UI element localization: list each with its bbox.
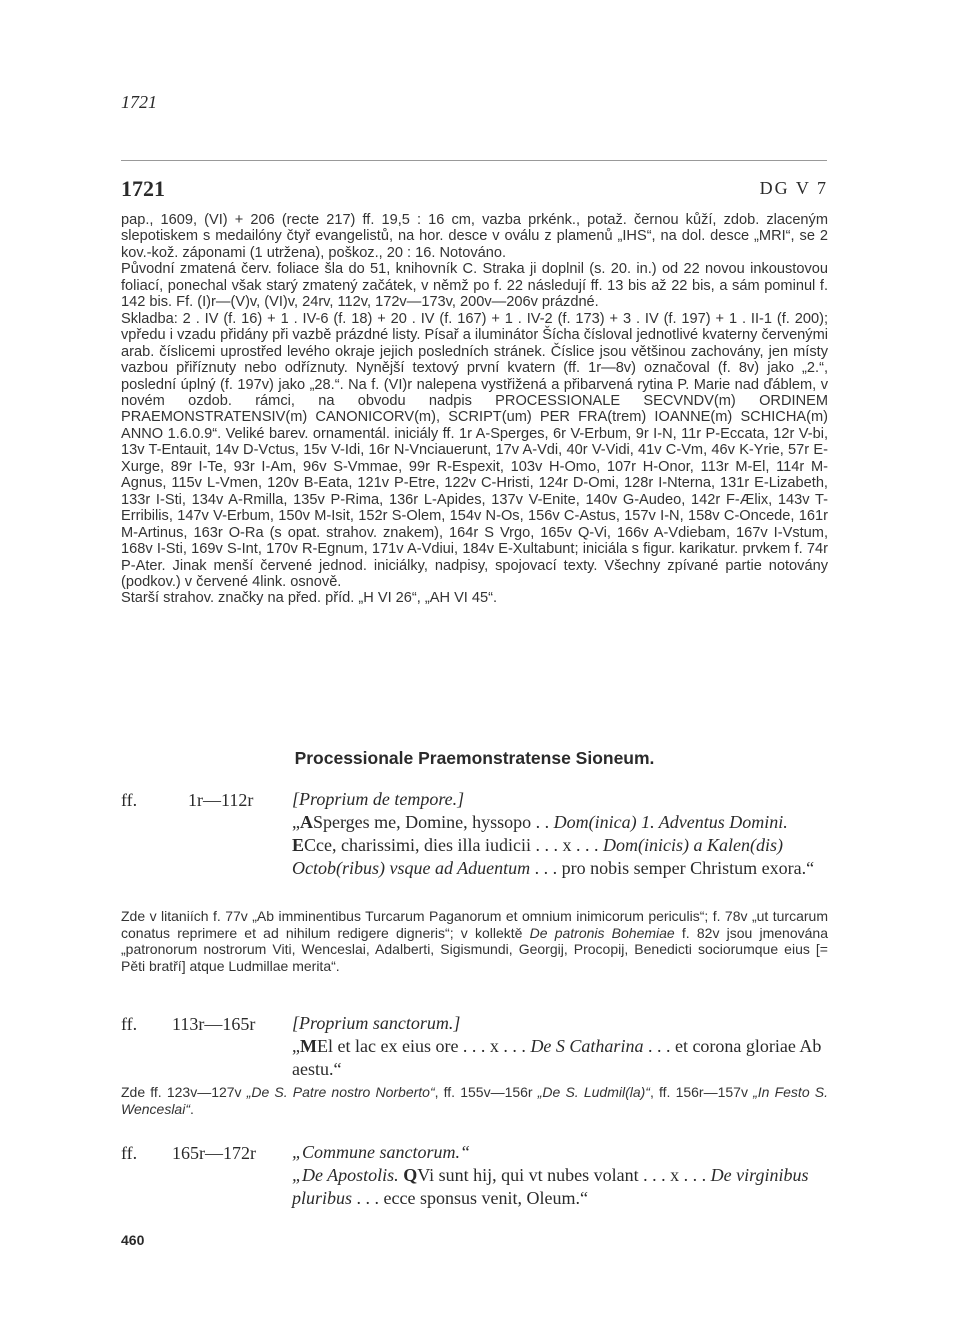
initial-letter: Q [403,1165,418,1185]
entry-number: 1721 [121,176,165,201]
description-paragraph: Původní zmatená červ. foliace šla do 51, knihovník C. Straka ji doplnil (s. 20. in.) od 22 novou inkoustovou foliací, ponechal však starý zmatený začátek, v němž po f. 22 následují ff. 13 bis až 22 bis, a sám pominul f. 142 bis. Ff. (I)r—(V)v, (VI)v, 24rv, 112v, 172v—173v, 200v—206v prázdné. [121,261,828,311]
work-title: Processionale Praemonstratense Sioneum. [294,748,655,768]
section-text: „MEl et lac ex eius ore . . . x . . . De S Catharina . . . et corona gloriae Ab aestu.“ [292,1036,822,1079]
section-folio-range: 1r—112r [188,790,254,810]
description-paragraph: pap., 1609, (VI) + 206 (recte 217) ff. 19,5 : 16 cm, vazba prkénk., potaž. černou kůží, zdob. zlaceným slepotiskem s medailóny čtyř evangelistů, na hor. desce v oválu z plamenů „IHS“, na dol. desce „MRI“, se 2 kov.-kož. záponami (1 utržena), poškoz., 20 : 16. Notováno. [121,212,828,261]
shelf-signature: DG V 7 [759,178,828,198]
page-number: 460 [121,1232,145,1248]
section-text: „ASperges me, Domine, hyssopo . . Dom(inica) 1. Adventus Domini. ECce, charissimi, dies illa iudicii . . . x . . . Dom(inicis) a Kalen(dis) Octob(ribus) vsque ad Aduentum . . . pro nobis semper Christum exora.“ [292,812,815,878]
section-folio-range: 113r—165r [172,1014,256,1034]
section-incipit [292,788,832,880]
section-note: Zde ff. 123v—127v „De S. Patre nostro Norberto“, ff. 155v—156r „De S. Ludmil(la)“, ff. 156r—157v „In Festo S. Wenceslai“. [121,1084,828,1117]
section-ff-label: ff. [121,1143,138,1163]
section-incipit [292,1012,832,1081]
section-heading: [Proprium de tempore.] [292,789,465,809]
description-paragraph: Skladba: 2 . IV (f. 16) + 1 . IV-6 (f. 18) + 20 . IV (f. 167) + 1 . IV-2 (f. 173) + 3 . IV (f. 197) + 1 . II-1 (f. 200); vpředu i vzadu přidány při vazbě prázdné listy. Písař a iluminátor Šícha čísloval jednotlivé kvaterny červenými arab. číslicemi uprostřed levého okraje jejich posledních stránek. Číslice jsou většinou zachovány, jen místy vazbou přiříznuty nebo odříznuty. Nynější textový první kvatern (ff. 1r—8v) označoval (f. 8v) jako „2.“, poslední úplný (f. 197v) jako „28.“. Na f. (VI)r nalepena vystřižená a přibarvená rytina P. Marie nad ďáblem, v novém ozdob. rámci, na obvodu nadpis PROCESSIONALE SECVNDV(m) ORDINEM PRAEMONSTRATENSIV(m) CANONICORV(m), SCRIPT(um) PER FRA(trem) IOANNE(m) SCHICHA(m) ANNO 1.6.0.9“. Veliké barev. ornamentál. iniciály ff. 1r A-Sperges, 6r V-Erbum, 9r I-N, 11r P-Eccata, 12r V-bi, 13v T-Entauit, 14v D-Vctus, 15v V-Idi, 16r N-Vnciauerunt, 17v A-Vdi, 40r V-Vidi, 41v C-Vm, 46v K-Yrie, 57r E-Xurge, 89r I-Te, 93r I-Am, 96v S-Vmmae, 99r R-Espexit, 103v H-Omo, 107r H-Onor, 113r M-El, 114r M-Agnus, 115v L-Vmen, 120v B-Eata, 121v P-Etre, 122v C-Hristi, 124r D-Omi, 128r I-Nterna, 131r E-Lizabeth, 133r I-Sti, 134v A-Rmilla, 135v P-Rima, 136r L-Apides, 137v V-Enite, 140v G-Audeo, 142r F-Ælix, 143v T-Erribilis, 147v V-Erbum, 150v M-Isit, 152r S-Olem, 154v N-Os, 156v C-Astus, 157v I-N, 158v C-Oncede, 161r M-Artinus, 163r O-Ra (s opat. strahov. znakem), 164r S Vrgo, 165v Q-Vi, 166v A-Vdiebam, 167v I-Vstum, 168v I-Sti, 169v S-Int, 170v R-Egnum, 171v A-Vdiui, 184v E-Xultabunt; iniciála s figur. karikatur. prvkem f. 74r P-Ater. Jinak menší červené jednod. iniciálky, nadpisy, spojovací texty. Všechny zpívané partie notovány (podkov.) v červené 4link. osnově. [121,310,828,590]
codicological-description [121,212,828,607]
section-text: „De Apostolis. QVi sunt hij, qui vt nubes volant . . . x . . . De virginibus pluribus . . . ecce sponsus venit, Oleum.“ [292,1165,809,1208]
initial-letter: M [300,1036,317,1056]
section-ff-label: ff. [121,790,138,810]
initial-letter: A [300,812,313,832]
section-incipit [292,1141,832,1210]
header-rule [121,160,827,161]
section-note: Zde v litaniích f. 77v „Ab imminentibus Turcarum Paganorum et omnium inimicorum periculis“; f. 78v „ut turcarum conatus reprimere et ad nihilum redigere digneris“; v kollektě De patronis Bohemiae f. 82v jsou jmenována „patronorum nostrorum Viti, Wenceslai, Adalberti, Sigismundi, Georgij, Procopij, Benedicti sociorumque eius [= Pěti bratří] atque Ludmillae merita“. [121,908,828,974]
section-heading: „Commune sanctorum.“ [292,1142,471,1162]
description-paragraph: Starší strahov. značky na před. příd. „H VI 26“, „AH VI 45“. [121,590,498,607]
section-folio-range: 165r—172r [172,1143,256,1163]
section-heading: [Proprium sanctorum.] [292,1013,461,1033]
initial-letter: E [292,835,305,855]
running-head: 1721 [121,92,157,112]
section-ff-label: ff. [121,1014,138,1034]
